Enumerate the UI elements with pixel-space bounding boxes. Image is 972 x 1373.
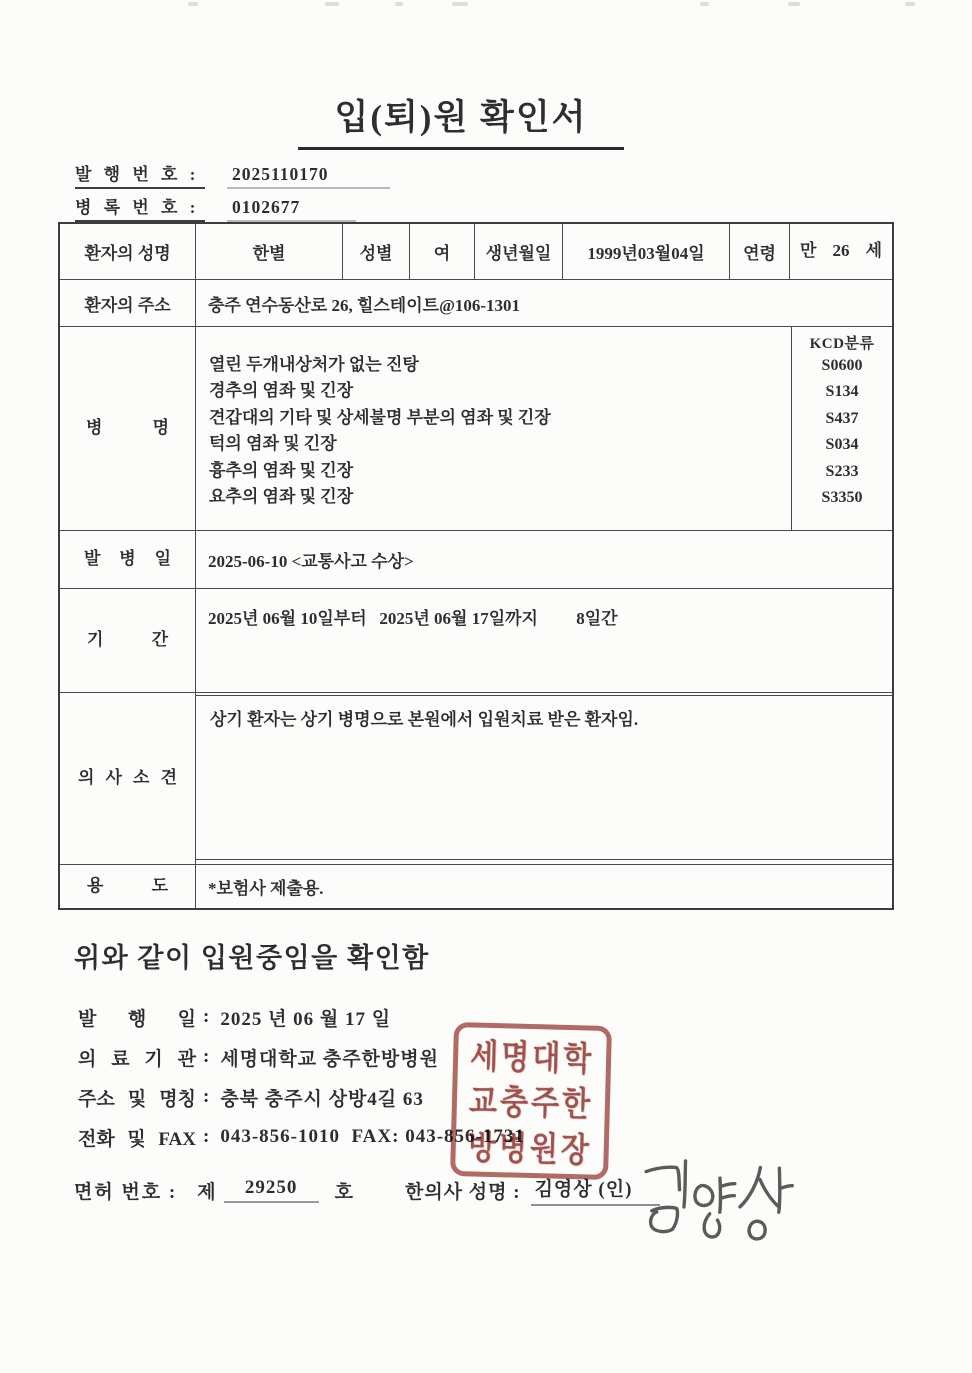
document-title: 입(퇴)원 확인서 bbox=[298, 90, 624, 150]
kcd-code: S0600 bbox=[821, 357, 863, 374]
diagnosis-item: 턱의 염좌 및 긴장 bbox=[209, 434, 337, 454]
onset-row bbox=[60, 531, 892, 589]
kcd-column bbox=[792, 327, 892, 530]
diagnosis-item: 흉추의 염좌 및 긴장 bbox=[209, 460, 354, 480]
diagnosis-label: 병 명 bbox=[60, 327, 196, 530]
diagnosis-item: 견갑대의 기타 및 상세불명 부분의 염좌 및 긴장 bbox=[209, 407, 551, 427]
license-number: 29250 bbox=[224, 1177, 319, 1203]
patient-age-label: 연령 bbox=[730, 224, 790, 279]
license-prefix: 제 bbox=[197, 1181, 216, 1203]
opinion-text: 상기 환자는 상기 병명으로 본원에서 입원치료 받은 환자임. bbox=[196, 695, 892, 860]
diagnosis-item: 열린 두개내상처가 없는 진탕 bbox=[209, 355, 419, 374]
license-label: 면허 번호 : bbox=[74, 1181, 178, 1203]
diagnosis-item: 요추의 염좌 및 긴장 bbox=[209, 487, 354, 507]
colon: : bbox=[203, 1046, 210, 1067]
usage-label: 용 도 bbox=[60, 865, 196, 908]
issue-number-label: 발 행 번 호 : bbox=[75, 160, 205, 189]
kcd-code: S034 bbox=[825, 436, 859, 454]
opinion-cell bbox=[196, 693, 892, 864]
issue-number-row bbox=[75, 160, 390, 193]
stamp-text-row: 방병원장 bbox=[467, 1129, 593, 1170]
institution-address-value: 충북 충주시 상방4길 63 bbox=[220, 1088, 424, 1110]
kcd-code: S233 bbox=[825, 462, 859, 480]
institution-address-label: 주소 및 명칭 bbox=[78, 1088, 196, 1110]
patient-name-value: 한별 bbox=[196, 224, 343, 279]
institution-value: 세명대학교 충주한방병원 bbox=[220, 1048, 439, 1070]
diagnosis-item: 경추의 염좌 및 긴장 bbox=[209, 381, 354, 401]
address-label: 환자의 주소 bbox=[60, 280, 196, 326]
patient-row bbox=[60, 224, 892, 280]
hospital-seal-stamp bbox=[450, 1022, 612, 1180]
record-number-value: 0102677 bbox=[227, 197, 356, 222]
patient-sex-label: 성별 bbox=[343, 224, 410, 279]
patient-birth-value: 1999년03월04일 bbox=[563, 224, 730, 279]
doctor-name-value: 김영상 (인) bbox=[531, 1174, 661, 1206]
patient-sex-value: 여 bbox=[410, 224, 475, 279]
patient-age-value: 만 26 세 bbox=[800, 241, 882, 260]
stamp-text-row: 세명대학 bbox=[469, 1038, 595, 1079]
certificate-table bbox=[58, 222, 894, 910]
institution-label: 의 료 기 관 bbox=[78, 1048, 196, 1070]
period-value: 2025년 06월 10일부터 2025년 06월 17일까지 8일간 bbox=[208, 609, 618, 628]
opinion-row bbox=[60, 693, 892, 865]
issue-date-value: 2025 년 06 월 17 일 bbox=[220, 1008, 392, 1030]
usage-row bbox=[60, 865, 892, 908]
record-number-label: 병 록 번 호 : bbox=[75, 193, 205, 222]
diagnosis-list bbox=[196, 327, 792, 530]
license-suffix: 호 bbox=[334, 1181, 353, 1203]
colon: : bbox=[203, 1086, 210, 1107]
opinion-label: 의 사 소 견 bbox=[60, 693, 196, 864]
kcd-code: S437 bbox=[825, 409, 859, 427]
stamp-text-row: 교충주한 bbox=[468, 1083, 594, 1124]
onset-label: 발 병 일 bbox=[60, 531, 196, 588]
colon: : bbox=[203, 1126, 210, 1147]
address-value: 충주 연수동산로 26, 힐스테이트@106-1301 bbox=[208, 295, 521, 315]
patient-name-label: 환자의 성명 bbox=[60, 224, 196, 279]
phone-fax-value: 043-856-1010 FAX: 043-856-1731 bbox=[220, 1126, 525, 1147]
diagnosis-row bbox=[60, 327, 892, 531]
issue-numbers bbox=[75, 160, 390, 226]
phone-fax-label: 전화 및 FAX bbox=[78, 1128, 196, 1150]
period-label: 기 간 bbox=[60, 589, 196, 692]
kcd-code: S134 bbox=[825, 383, 859, 401]
confirmation-heading: 위와 같이 입원중임을 확인함 bbox=[74, 943, 430, 973]
address-row bbox=[60, 280, 892, 327]
patient-birth-label: 생년월일 bbox=[475, 224, 563, 279]
kcd-header: KCD분류 bbox=[809, 336, 875, 352]
doctor-signature bbox=[636, 1155, 794, 1255]
kcd-code: S3350 bbox=[821, 489, 863, 507]
issue-date-label: 발 행 일 bbox=[78, 1008, 196, 1030]
colon: : bbox=[203, 1006, 210, 1027]
onset-value: 2025-06-10 <교통사고 수상> bbox=[208, 552, 414, 571]
usage-value: *보험사 제출용. bbox=[208, 879, 324, 898]
doctor-name-label: 한의사 성명 : bbox=[404, 1181, 521, 1203]
issue-number-value: 2025110170 bbox=[227, 164, 390, 189]
period-row bbox=[60, 589, 892, 693]
